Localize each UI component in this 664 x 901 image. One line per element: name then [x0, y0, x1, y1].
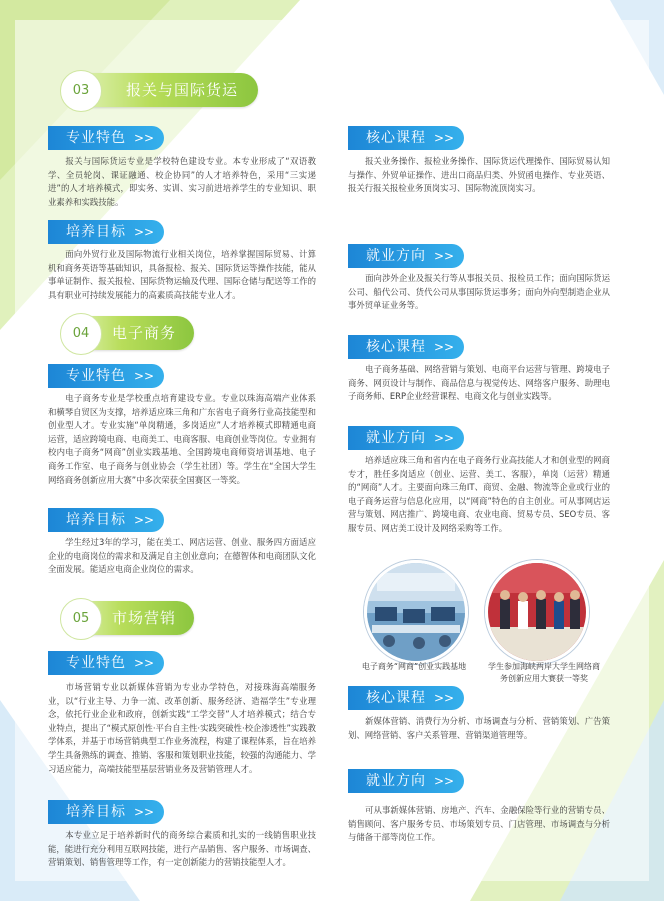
- goal-label: 培养目标 >>: [48, 220, 164, 244]
- arrow-icon: >>: [134, 656, 155, 670]
- arrow-icon: >>: [434, 249, 455, 263]
- career-text: 可从事新媒体营销、房地产、汽车、金融保险等行业的营销专员、销售顾问、客户服务专员、市场策划专员、门店管理、市场调查与分析与储备干部等岗位工作。: [348, 805, 610, 843]
- section-number: 03: [60, 70, 102, 112]
- section-title: 电子商务: [112, 324, 177, 342]
- goal-text: 面向外贸行业及国际物流行业相关岗位，培养掌握国际贸易、计算机和商务英语等基础知识，具备报检、报关、国际货运等操作技能，能从事单证制作、报关报检、国际货物运输及代理、国际仓储与配送等工作的具有职业可持续发展能力的高素质高技能专业人才。: [48, 249, 316, 300]
- arrow-icon: >>: [134, 131, 155, 145]
- course-label: 核心课程 >>: [348, 126, 464, 150]
- arrow-icon: >>: [434, 340, 455, 354]
- section-number: 05: [60, 598, 102, 640]
- section-04-header: [62, 316, 194, 350]
- features-label: 专业特色 >>: [48, 364, 164, 388]
- section-title: 报关与国际货运: [126, 81, 239, 99]
- features-text: 报关与国际货运专业是学校特色建设专业。本专业形成了“双语教学、全员轮岗、课证融通、校企协同”的人才培养特色，采用“三实递进”的人才培养模式，即实务、实训、实习前进培养学生的专业知识、职业素养和实践技能。: [48, 156, 316, 207]
- arrow-icon: >>: [134, 369, 155, 383]
- course-label: 核心课程 >>: [348, 335, 464, 359]
- goal-label: 培养目标 >>: [48, 508, 164, 532]
- arrow-icon: >>: [434, 431, 455, 445]
- arrow-icon: >>: [134, 805, 155, 819]
- goal-text: 本专业立足于培养新时代的商务综合素质和扎实的一线销售职业技能，能进行充分利用互联网技能，进行产品销售、客户服务、市场调查、营销策划、销售管理等工作，有一定创新能力的营销技能型人才。: [48, 830, 316, 868]
- career-label: 就业方向 >>: [348, 426, 464, 450]
- award-ceremony-image: [488, 563, 586, 661]
- career-label: 就业方向 >>: [348, 244, 464, 268]
- section-05-header: [62, 601, 194, 635]
- section-title: 市场营销: [112, 609, 177, 627]
- goal-label: 培养目标 >>: [48, 800, 164, 824]
- course-label: 核心课程 >>: [348, 686, 464, 710]
- career-label: 就业方向 >>: [348, 769, 464, 793]
- arrow-icon: >>: [434, 691, 455, 705]
- career-text: 面向涉外企业及报关行等从事报关员、报检员工作；面向国际货运公司、船代公司、货代公司从事国际货运事务；面向外向型制造企业从事外贸单证业务等。: [348, 273, 610, 311]
- arrow-icon: >>: [134, 225, 155, 239]
- features-text: 市场营销专业以新媒体营销为专业办学特色，对接珠海高端服务业，以“行业主导、力争一流、改革创新、服务经济、造福学生”专业理念，依托行业企业和政府，创新实践“工学交替”人才培养模式；结合专业特点，提出了“模式原创性·平台自主性·实践突破性·校企渗透性”实践教学体系，并基于市场营销典型工作业务流程，构建了课程体系，旨在培养学生具备熟练的调查、推销、客服和策划职业技能，较强的沟通能力、学习适应能力，高端技能型基层营销业务及营销管理人才。: [48, 682, 316, 774]
- features-label: 专业特色 >>: [48, 651, 164, 675]
- goal-text: 学生经过3年的学习，能在美工、网店运营、创业、服务四方面适应企业的电商岗位的需求和及满足自主创业意向；在德智体和电商团队文化全面发展。能适应电商企业岗位的需求。: [48, 537, 316, 575]
- practice-base-photo: [364, 560, 468, 664]
- award-photo: [485, 560, 589, 664]
- arrow-icon: >>: [134, 513, 155, 527]
- photo-caption: 电子商务“网商”创业实践基地: [361, 662, 467, 671]
- course-text: 报关业务操作、报检业务操作、国际货运代理操作、国际贸易认知与操作、外贸单证操作、进出口商品归类、外贸函电操作、专业英语、报关行报关报检业务顶岗实习、国际物流顶岗实习。: [348, 156, 610, 194]
- arrow-icon: >>: [434, 131, 455, 145]
- office-image: [367, 563, 465, 661]
- course-text: 电子商务基础、网络营销与策划、电商平台运营与管理、跨境电子商务、网页设计与制作、商品信息与视觉传达、网络客户服务、助理电子商务师、ERP企业经营课程、电商文化与创业实践等。: [348, 364, 610, 402]
- section-03-header: [62, 73, 258, 107]
- features-text: 电子商务专业是学校重点培育建设专业。专业以珠海高端产业体系和横琴自贸区为支撑，培养适应珠三角和广东省电子商务行业高技能型和创业型人才。专业实施“单岗精通，多岗适应”人才培养模式即精通电商运营，适应跨境电商、电商美工、电商客服、电商创业等岗位。专业拥有校内电子商务“网商”创业实践基地、全国跨境电商师资培训基地、电子商务工作室、电子商务与创业协会（学生社团）等。学生在“全国大学生网络商务创新应用大赛”中多次荣获全国赛区一等奖。: [48, 393, 316, 485]
- photo-caption: 学生参加海峡两岸大学生网络商务创新应用大赛获一等奖: [488, 662, 600, 683]
- features-label: 专业特色 >>: [48, 126, 164, 150]
- section-number: 04: [60, 313, 102, 355]
- career-text: 培养适应珠三角和省内在电子商务行业高技能人才和创业型的网商专才，胜任多岗适应（创业、运营、美工、客服），单岗（运营）精通的“网商”人才。主要面向珠三角IT、商贸、金融、物流等企业或行业的电子商务运营与信息化应用，以“网商”特色的自主创业。可从事网店运营与策划、网店推广、跨境电商、农业电商、贸易专员、SEO专员、客服专员、网店美工设计及网络采购等工作。: [348, 455, 610, 533]
- arrow-icon: >>: [434, 774, 455, 788]
- course-text: 新媒体营销、消费行为分析、市场调查与分析、营销策划、广告策划、网络营销、客户关系管理、营销渠道管理等。: [348, 716, 610, 740]
